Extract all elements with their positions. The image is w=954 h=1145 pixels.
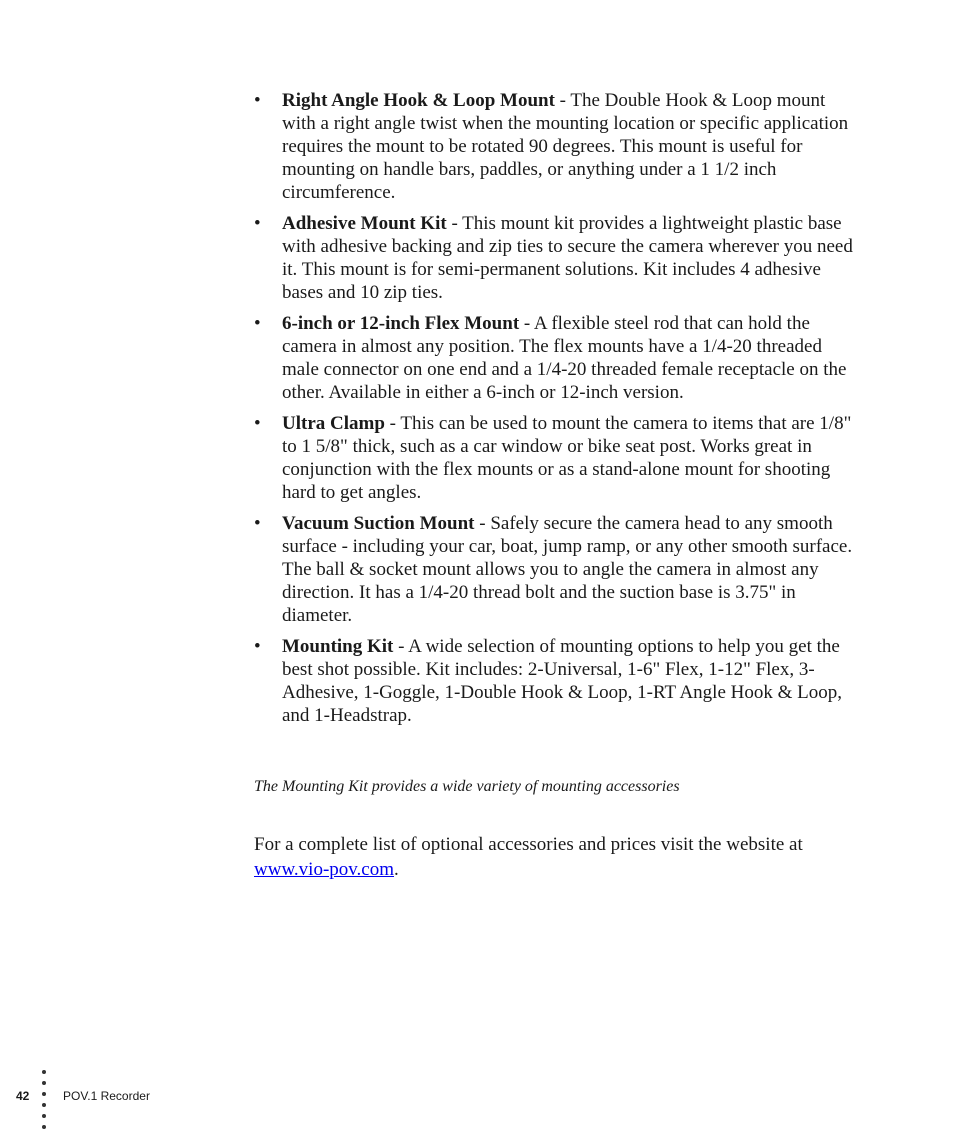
bullet-icon: • <box>254 313 261 334</box>
page-number: 42 <box>16 1089 30 1103</box>
item-text: - The Double Hook & Loop mount with a right angle twist when the mounting location or specific application requires the mount to be rotated 90 degrees. This mount is useful for mounting on handle bars, paddles, or anything under a 1 1/2 inch circumference. <box>282 90 849 203</box>
closing-paragraph <box>254 832 874 882</box>
item-title: Ultra Clamp <box>282 413 385 434</box>
accessory-list <box>254 89 859 727</box>
bullet-icon: • <box>254 213 261 234</box>
footer-title: POV.1 Recorder <box>63 1089 150 1103</box>
bullet-icon: • <box>254 90 261 111</box>
item-text: - Safely secure the camera head to any smooth surface - including your car, boat, jump ramp, or any other smooth surface. The ball & socket mount allows you to angle the camera in almost any direction. It has a 1/4-20 thread bolt and the suction base is 3.75" in diameter. <box>282 513 853 626</box>
bullet-icon: • <box>254 513 261 534</box>
item-title: Vacuum Suction Mount <box>282 513 475 534</box>
item-text: - This mount kit provides a lightweight plastic base with adhesive backing and zip ties to secure the camera wherever you need it. This mount is for semi-permanent solutions. Kit includes 4 adhesive bases and 10 zip ties. <box>282 213 853 303</box>
figure-caption: The Mounting Kit provides a wide variety of mounting accessories <box>254 778 680 795</box>
list-item <box>254 312 859 404</box>
website-link[interactable]: www.vio-pov.com <box>254 859 395 880</box>
item-text: - A wide selection of mounting options to help you get the best shot possible. Kit includes: 2-Universal, 1-6" Flex, 1-12" Flex, 3-Adhesive, 1-Goggle, 1-Double Hook & Loop, 1-RT Angle Hook & Loop, and 1-Headstrap. <box>282 636 842 726</box>
closing-text: For a complete list of optional accessories and prices visit the website at <box>254 834 803 855</box>
bullet-icon: • <box>254 636 261 657</box>
list-item <box>254 212 859 304</box>
bullet-icon: • <box>254 413 261 434</box>
footer-dots-divider <box>42 1070 47 1136</box>
list-item <box>254 412 859 504</box>
item-text: - A flexible steel rod that can hold the camera in almost any position. The flex mounts have a 1/4-20 threaded male connector on one end and a 1/4-20 threaded female receptacle on the other. Available in either a 6-inch or 12-inch version. <box>282 313 847 403</box>
list-item <box>254 635 859 727</box>
closing-end: . <box>394 859 399 880</box>
item-title: 6-inch or 12-inch Flex Mount <box>282 313 520 334</box>
item-title: Mounting Kit <box>282 636 394 657</box>
accessory-list-section <box>254 89 859 735</box>
list-item <box>254 512 859 627</box>
item-text: - This can be used to mount the camera to items that are 1/8" to 1 5/8" thick, such as a car window or bike seat post. Works great in conjunction with the flex mounts or as a stand-alone mount for shooting hard to get angles. <box>282 413 852 503</box>
item-title: Adhesive Mount Kit <box>282 213 447 234</box>
list-item <box>254 89 859 204</box>
item-title: Right Angle Hook & Loop Mount <box>282 90 555 111</box>
